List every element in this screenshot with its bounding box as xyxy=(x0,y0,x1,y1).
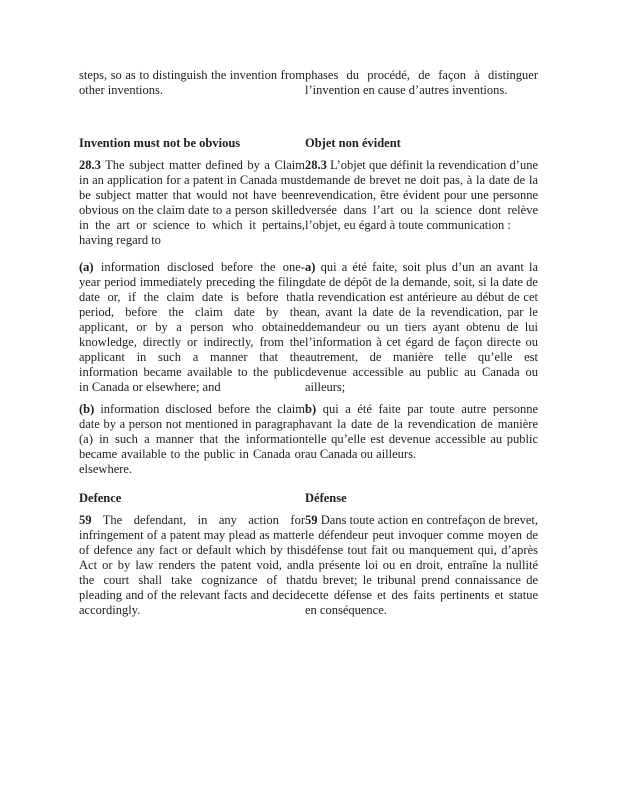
section-number-fr-28-3: 28.3 xyxy=(305,158,327,172)
paragraph-en-28-3-b xyxy=(79,402,305,477)
row-section-59 xyxy=(79,513,546,618)
paragraph-label-en-a: (a) xyxy=(79,260,94,274)
paragraph-label-fr-a: a) xyxy=(305,260,316,274)
paragraph-en-section-59 xyxy=(79,513,305,618)
paragraph-en-28-3-a-text: information disclosed before the one-year period immediately preceding the filing date or, if the claim date is before that period, before the claim date by the applicant, or by a person who obtained knowledge, directly or indirectly, from the applicant in such a manner that the information became available to the public in Canada or elsewhere; and xyxy=(79,260,305,394)
paragraph-fr-28-3-b xyxy=(305,402,538,462)
paragraph-en-section-28-3-text: The subject matter defined by a Claim in an application for a patent in Canada must be subject matter that would not have been obvious on the claim date to a person skilled in the art or science to which it pertains, having regard to xyxy=(79,158,305,247)
heading-en-invention-must-not-be-obvious: Invention must not be obvious xyxy=(79,136,241,150)
row-heading-defence xyxy=(79,491,546,506)
paragraph-en-continuation: steps, so as to distinguish the invention from other inventions. xyxy=(79,68,305,97)
paragraph-en-section-59-text: The defendant, in any action for infringement of a patent may plead as matter of defence any fact or default which by this Act or by law renders the patent void, and the court shall take cognizance of that pleading and of the relevant facts and decide accordingly. xyxy=(79,513,305,617)
heading-fr-defense: Défense xyxy=(305,491,347,505)
section-number-fr-59: 59 xyxy=(305,513,318,527)
paragraph-fr-section-28-3 xyxy=(305,158,538,233)
paragraph-en-28-3-a xyxy=(79,260,305,395)
row-paragraph-b xyxy=(79,402,546,477)
section-number-en-28-3: 28.3 xyxy=(79,158,101,172)
row-heading-obviousness xyxy=(79,136,546,151)
heading-en-defence: Defence xyxy=(79,491,122,505)
paragraph-fr-continuation: phases du procédé, de façon à distinguer l’invention en cause d’autres inventions. xyxy=(305,68,538,97)
row-section-28-3 xyxy=(79,158,546,248)
paragraph-fr-section-59-text: Dans toute action en contrefaçon de brevet, le défendeur peut invoquer comme moyen de défense tout fait ou manquement qui, d’après la présente loi ou en droit, entraîne la nullité du brevet; le tribunal prend connaissance de cette défense et des faits pertinents et statue en conséquence. xyxy=(305,513,539,617)
paragraph-en-section-28-3 xyxy=(79,158,305,248)
section-number-en-59: 59 xyxy=(79,513,92,527)
paragraph-en-28-3-b-text: information disclosed before the claim date by a person not mentioned in paragraph (a) in such a manner that the information became available to the public in Canada or elsewhere. xyxy=(79,402,305,476)
paragraph-fr-28-3-a xyxy=(305,260,538,395)
paragraph-fr-section-28-3-text: L’objet que définit la revendication d’une demande de brevet ne doit pas, à la date de la revendication, être évident pour une personne versée dans l’art ou la science dont relève l’objet, eu égard à toute communication : xyxy=(305,158,539,232)
paragraph-fr-section-59 xyxy=(305,513,538,618)
paragraph-label-en-b: (b) xyxy=(79,402,95,416)
paragraph-label-fr-b: b) xyxy=(305,402,317,416)
row-paragraph-a xyxy=(79,260,546,395)
paragraph-fr-28-3-a-text: qui a été faite, soit plus d’un an avant la date de dépôt de la demande, soit, si la date de la revendication est antérieure au début de cet an, avant la date de la revendication, par le demandeur ou un tiers ayant obtenu de lui l’information à cet égard de façon directe ou autrement, de manière telle qu’elle est devenue accessible au public au Canada ou ailleurs; xyxy=(305,260,539,394)
heading-fr-objet-non-evident: Objet non évident xyxy=(305,136,401,150)
row-continuation xyxy=(79,68,546,98)
paragraph-fr-28-3-b-text: qui a été faite par toute autre personne avant la date de la revendication de manière telle qu’elle est devenue accessible au public au Canada ou ailleurs. xyxy=(305,402,539,461)
